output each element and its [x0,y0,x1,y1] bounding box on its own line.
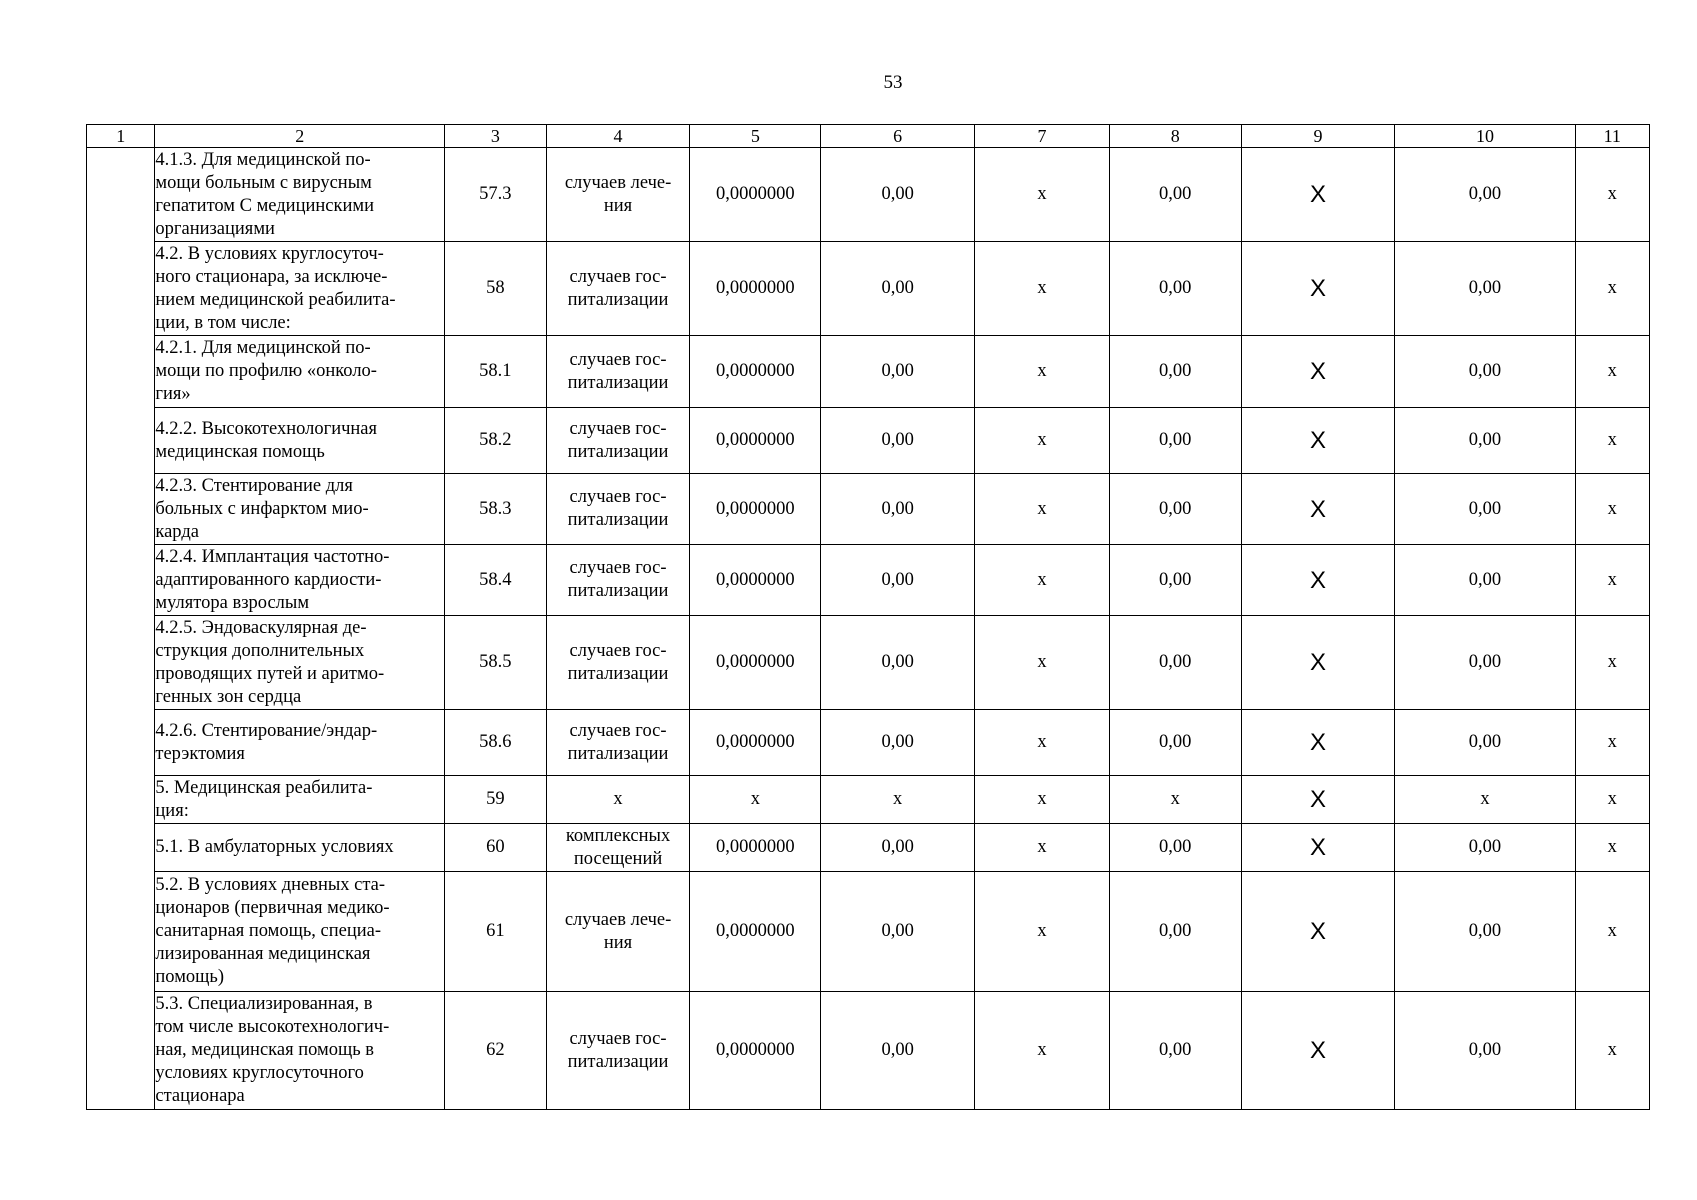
x-cell: x [975,992,1110,1110]
row-label-cell: 4.2.4. Имплантация частотно- адаптированного кардиости- мулятора взрослым [155,545,445,616]
table-row [87,710,1650,776]
row-number-cell: 61 [445,872,547,992]
value-cell: 0,00 [821,992,975,1110]
x-cell: x [1575,872,1650,992]
value-cell: 0,0000000 [690,242,821,336]
row-number-cell: 60 [445,824,547,872]
header-cell: 1 [87,125,155,148]
value-cell: 0,00 [1395,474,1575,545]
x-cell: x [1575,824,1650,872]
row-label-cell: 4.2.6. Стентирование/эндар- терэктомия [155,710,445,776]
x-cell: X [1241,336,1395,408]
value-cell: 0,00 [1109,824,1241,872]
row-label-cell: 4.2. В условиях круглосуточ- ного стационара, за исключе- нием медицинской реабилита- ции, в том числе: [155,242,445,336]
row-label-cell: 4.2.2. Высокотехнологичная медицинская помощь [155,408,445,474]
x-cell: x [975,148,1110,242]
row-number-cell: 57.3 [445,148,547,242]
row-label-cell: 5.2. В условиях дневных ста- ционаров (первичная медико- санитарная помощь, специа- лизированная медицинская помощь) [155,872,445,992]
value-cell: 0,00 [1109,408,1241,474]
header-cell: 8 [1109,125,1241,148]
x-cell: x [975,710,1110,776]
value-cell: 0,0000000 [690,408,821,474]
unit-cell: случаев гос- питализации [546,992,690,1110]
table-row [87,992,1650,1110]
header-cell: 7 [975,125,1110,148]
x-cell: x [1575,474,1650,545]
row-number-cell: 62 [445,992,547,1110]
x-cell: x [975,872,1110,992]
value-cell: 0,00 [821,336,975,408]
x-cell: X [1241,616,1395,710]
x-cell: X [1241,776,1395,824]
unit-cell: случаев гос- питализации [546,710,690,776]
x-cell: x [1575,710,1650,776]
value-cell: 0,00 [821,710,975,776]
value-cell: 0,00 [821,474,975,545]
unit-cell: комплексных посещений [546,824,690,872]
value-cell: 0,00 [1109,710,1241,776]
value-cell: 0,00 [1109,872,1241,992]
value-cell: 0,00 [1395,992,1575,1110]
x-cell: X [1241,824,1395,872]
value-cell: 0,00 [1109,992,1241,1110]
value-cell: 0,00 [1109,148,1241,242]
unit-cell: случаев гос- питализации [546,408,690,474]
value-cell: x [690,776,821,824]
value-cell: 0,0000000 [690,148,821,242]
x-cell: x [1575,408,1650,474]
table-row [87,408,1650,474]
value-cell: 0,0000000 [690,824,821,872]
value-cell: 0,00 [821,545,975,616]
row-number-cell: 58.2 [445,408,547,474]
x-cell: X [1241,872,1395,992]
row-number-cell: 58.3 [445,474,547,545]
table-row [87,148,1650,242]
value-cell: 0,00 [821,408,975,474]
value-cell: 0,00 [1109,545,1241,616]
value-cell: 0,00 [1395,148,1575,242]
header-cell: 3 [445,125,547,148]
unit-cell: случаев гос- питализации [546,616,690,710]
x-cell: x [1575,242,1650,336]
x-cell: x [975,242,1110,336]
value-cell: 0,0000000 [690,872,821,992]
x-cell: x [1575,776,1650,824]
value-cell: 0,00 [1395,872,1575,992]
x-cell: x [1575,545,1650,616]
table-row [87,336,1650,408]
row-label-cell: 5.3. Специализированная, в том числе высокотехнологич- ная, медицинская помощь в условиях круглосуточного стационара [155,992,445,1110]
x-cell: x [975,824,1110,872]
page-number: 53 [883,72,903,93]
row-label-cell: 5.1. В амбулаторных условиях [155,824,445,872]
x-cell: x [1575,336,1650,408]
row-label-cell: 4.2.1. Для медицинской по- мощи по профилю «онколо- гия» [155,336,445,408]
unit-cell: случаев лече- ния [546,872,690,992]
row-number-cell: 58.4 [445,545,547,616]
value-cell: 0,0000000 [690,616,821,710]
value-cell: 0,00 [1109,336,1241,408]
unit-cell: случаев гос- питализации [546,242,690,336]
row-label-cell: 5. Медицинская реабилита- ция: [155,776,445,824]
value-cell: 0,00 [821,824,975,872]
row-number-cell: 58.6 [445,710,547,776]
x-cell: x [975,776,1110,824]
x-cell: x [1575,616,1650,710]
value-cell: 0,0000000 [690,710,821,776]
unit-cell: x [546,776,690,824]
x-cell: x [975,545,1110,616]
value-cell: 0,0000000 [690,992,821,1110]
x-cell: X [1241,408,1395,474]
value-cell: 0,0000000 [690,545,821,616]
row-number-cell: 59 [445,776,547,824]
table-row [87,872,1650,992]
header-cell: 10 [1395,125,1575,148]
value-cell: 0,00 [1395,242,1575,336]
x-cell: x [975,336,1110,408]
value-cell: 0,00 [1395,710,1575,776]
value-cell: 0,00 [821,242,975,336]
row-label-cell: 4.2.3. Стентирование для больных с инфарктом мио- карда [155,474,445,545]
x-cell: x [975,616,1110,710]
header-cell: 5 [690,125,821,148]
x-cell: X [1241,242,1395,336]
unit-cell: случаев гос- питализации [546,336,690,408]
row-label-cell: 4.1.3. Для медицинской по- мощи больным с вирусным гепатитом С медицинскими организациями [155,148,445,242]
x-cell: x [1575,148,1650,242]
value-cell: 0,00 [821,616,975,710]
header-cell: 6 [821,125,975,148]
table-row [87,616,1650,710]
value-cell: x [821,776,975,824]
x-cell: X [1241,474,1395,545]
column-1-cell [87,148,155,1110]
data-table [86,124,1650,1110]
header-cell: 9 [1241,125,1395,148]
table-row [87,242,1650,336]
row-label-cell: 4.2.5. Эндоваскулярная де- струкция дополнительных проводящих путей и аритмо- генных зон сердца [155,616,445,710]
x-cell: X [1241,148,1395,242]
x-cell: X [1241,992,1395,1110]
row-number-cell: 58.5 [445,616,547,710]
value-cell: 0,0000000 [690,474,821,545]
value-cell: 0,00 [1395,408,1575,474]
row-number-cell: 58 [445,242,547,336]
table-row [87,776,1650,824]
x-cell: x [975,474,1110,545]
unit-cell: случаев лече- ния [546,148,690,242]
value-cell: 0,00 [1395,336,1575,408]
value-cell: 0,00 [1109,242,1241,336]
value-cell: x [1109,776,1241,824]
value-cell: 0,00 [1395,616,1575,710]
header-cell: 2 [155,125,445,148]
header-row [87,125,1650,148]
value-cell: 0,0000000 [690,336,821,408]
header-cell: 4 [546,125,690,148]
table-row [87,545,1650,616]
x-cell: x [975,408,1110,474]
value-cell: x [1395,776,1575,824]
value-cell: 0,00 [1395,545,1575,616]
header-cell: 11 [1575,125,1650,148]
value-cell: 0,00 [1395,824,1575,872]
table-row [87,474,1650,545]
x-cell: X [1241,710,1395,776]
value-cell: 0,00 [1109,474,1241,545]
x-cell: x [1575,992,1650,1110]
value-cell: 0,00 [1109,616,1241,710]
value-cell: 0,00 [821,148,975,242]
x-cell: X [1241,545,1395,616]
unit-cell: случаев гос- питализации [546,545,690,616]
value-cell: 0,00 [821,872,975,992]
row-number-cell: 58.1 [445,336,547,408]
unit-cell: случаев гос- питализации [546,474,690,545]
table-row [87,824,1650,872]
